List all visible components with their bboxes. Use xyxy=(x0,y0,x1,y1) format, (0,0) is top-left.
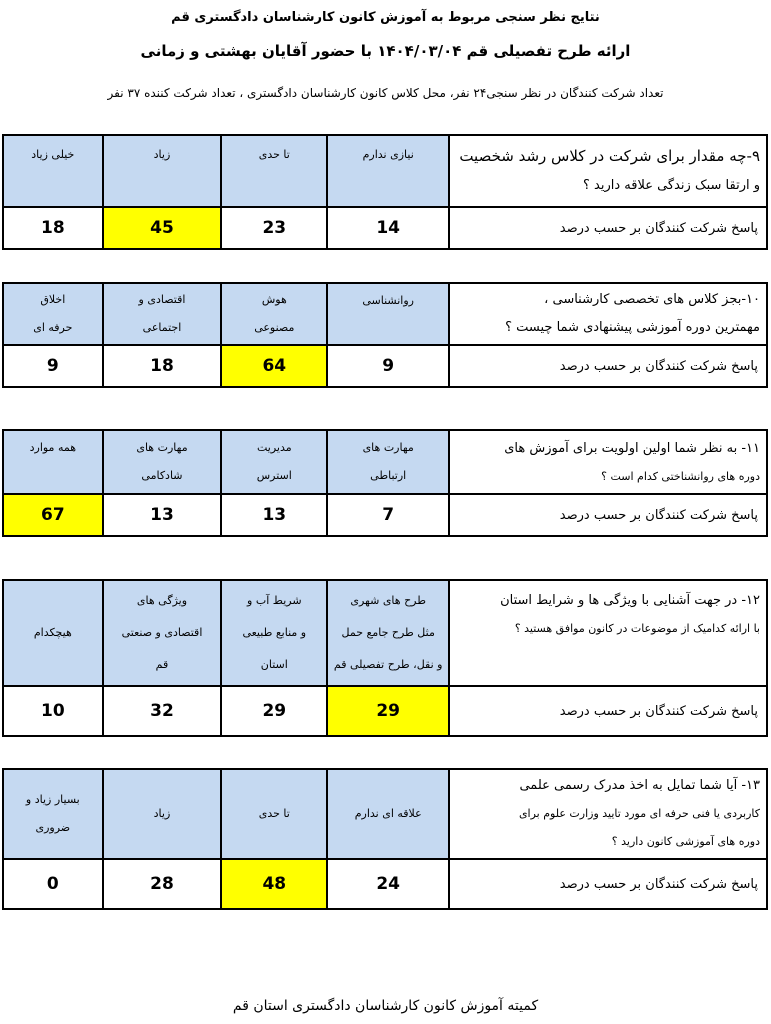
option-header: اقتصادی و اجتماعی xyxy=(103,283,222,345)
value-cell: 13 xyxy=(221,494,327,536)
report-title: نتایج نظر سنجی مربوط به آموزش کانون کارشناسان دادگستری قم xyxy=(171,10,600,25)
question-line: کاربردی یا فنی حرفه ای مورد تایید وزارت علوم برای xyxy=(518,807,760,820)
option-header: اخلاق حرفه ای xyxy=(3,283,103,345)
value-cell: 24 xyxy=(327,859,449,909)
question-table-10 xyxy=(2,282,768,388)
question-text xyxy=(449,283,767,345)
value-cell: 9 xyxy=(327,345,449,387)
question-line: و ارتقا سبک زندگی علاقه دارید ؟ xyxy=(582,178,760,193)
option-header: نیازی ندارم xyxy=(327,135,449,207)
option-header: طرح های شهری مثل طرح جامع حمل و نقل، طرح تفصیلی قم xyxy=(327,580,449,686)
value-cell: 29 xyxy=(221,686,327,736)
option-header: بسیار زیاد و ضروری xyxy=(3,769,103,859)
option-header: خیلی زیاد xyxy=(3,135,103,207)
option-header: مهارت های ارتباطی xyxy=(327,430,449,494)
value-cell: 18 xyxy=(3,207,103,249)
value-cell-highlighted: 48 xyxy=(221,859,327,909)
option-header: مدیریت استرس xyxy=(221,430,327,494)
row-label: پاسخ شرکت کنندگان بر حسب درصد xyxy=(449,207,767,249)
value-cell-highlighted: 29 xyxy=(327,686,449,736)
value-cell-highlighted: 67 xyxy=(3,494,103,536)
value-cell: 0 xyxy=(3,859,103,909)
question-line: ۱۱- به نظر شما اولین اولویت برای آموزش های xyxy=(504,441,760,456)
option-header: تا حدی xyxy=(221,135,327,207)
value-cell: 14 xyxy=(327,207,449,249)
value-cell: 18 xyxy=(103,345,222,387)
value-cell: 32 xyxy=(103,686,222,736)
value-cell: 28 xyxy=(103,859,222,909)
question-table-12 xyxy=(2,579,768,737)
question-text xyxy=(449,430,767,494)
row-label: پاسخ شرکت کنندگان بر حسب درصد xyxy=(449,345,767,387)
value-cell: 10 xyxy=(3,686,103,736)
option-header: علاقه ای ندارم xyxy=(327,769,449,859)
question-table-11 xyxy=(2,429,768,537)
option-header: ویژگی های اقتصادی و صنعتی قم xyxy=(103,580,222,686)
question-line: دوره های روانشناختی کدام است ؟ xyxy=(601,470,760,483)
question-text xyxy=(449,769,767,859)
value-cell: 13 xyxy=(103,494,222,536)
footer-committee: کمیته آموزش کانون کارشناسان دادگستری استان قم xyxy=(232,998,539,1014)
option-header: هوش مصنوعی xyxy=(221,283,327,345)
question-line: دوره های آموزشی کانون دارید ؟ xyxy=(611,835,760,848)
question-line: مهمترین دوره آموزشی پیشنهادی شما چیست ؟ xyxy=(505,320,760,335)
report-participants-info: تعداد شرکت کنندگان در نظر سنجی۲۴ نفر، محل کلاس کانون کارشناسان دادگستری ، تعداد شرکت کننده ۳۷ نفر xyxy=(107,86,664,100)
row-label: پاسخ شرکت کنندگان بر حسب درصد xyxy=(449,686,767,736)
option-header: زیاد xyxy=(103,135,222,207)
option-header: همه موارد xyxy=(3,430,103,494)
question-text xyxy=(449,135,767,207)
value-cell-highlighted: 64 xyxy=(221,345,327,387)
value-cell: 9 xyxy=(3,345,103,387)
report-subtitle: ارائه طرح تفصیلی قم ۱۴۰۴/۰۳/۰۴ با حضور آقایان بهشتی و زمانی xyxy=(140,42,631,60)
question-line: ۱۲- در جهت آشنایی با ویژگی ها و شرایط استان xyxy=(500,593,760,608)
question-line: ۱۳- آیا شما تمایل به اخذ مدرک رسمی علمی xyxy=(519,778,760,793)
question-table-9 xyxy=(2,134,768,250)
option-header: زیاد xyxy=(103,769,222,859)
value-cell: 7 xyxy=(327,494,449,536)
row-label: پاسخ شرکت کنندگان بر حسب درصد xyxy=(449,859,767,909)
question-table-13 xyxy=(2,768,768,910)
question-line: با ارائه کدامیک از موضوعات در کانون موافق هستید ؟ xyxy=(514,622,760,635)
option-header: مهارت های شادکامی xyxy=(103,430,222,494)
option-header: تا حدی xyxy=(221,769,327,859)
value-cell: 23 xyxy=(221,207,327,249)
option-header: هیچکدام xyxy=(3,580,103,686)
question-line: ۱۰-بجز کلاس های تخصصی کارشناسی ، xyxy=(544,292,760,307)
question-text xyxy=(449,580,767,686)
row-label: پاسخ شرکت کنندگان بر حسب درصد xyxy=(449,494,767,536)
option-header: شریط آب و و منابع طبیعی استان xyxy=(221,580,327,686)
question-line: ۹-چه مقدار برای شرکت در کلاس رشد شخصیت xyxy=(459,147,760,165)
option-header: روانشناسی xyxy=(327,283,449,345)
value-cell-highlighted: 45 xyxy=(103,207,222,249)
